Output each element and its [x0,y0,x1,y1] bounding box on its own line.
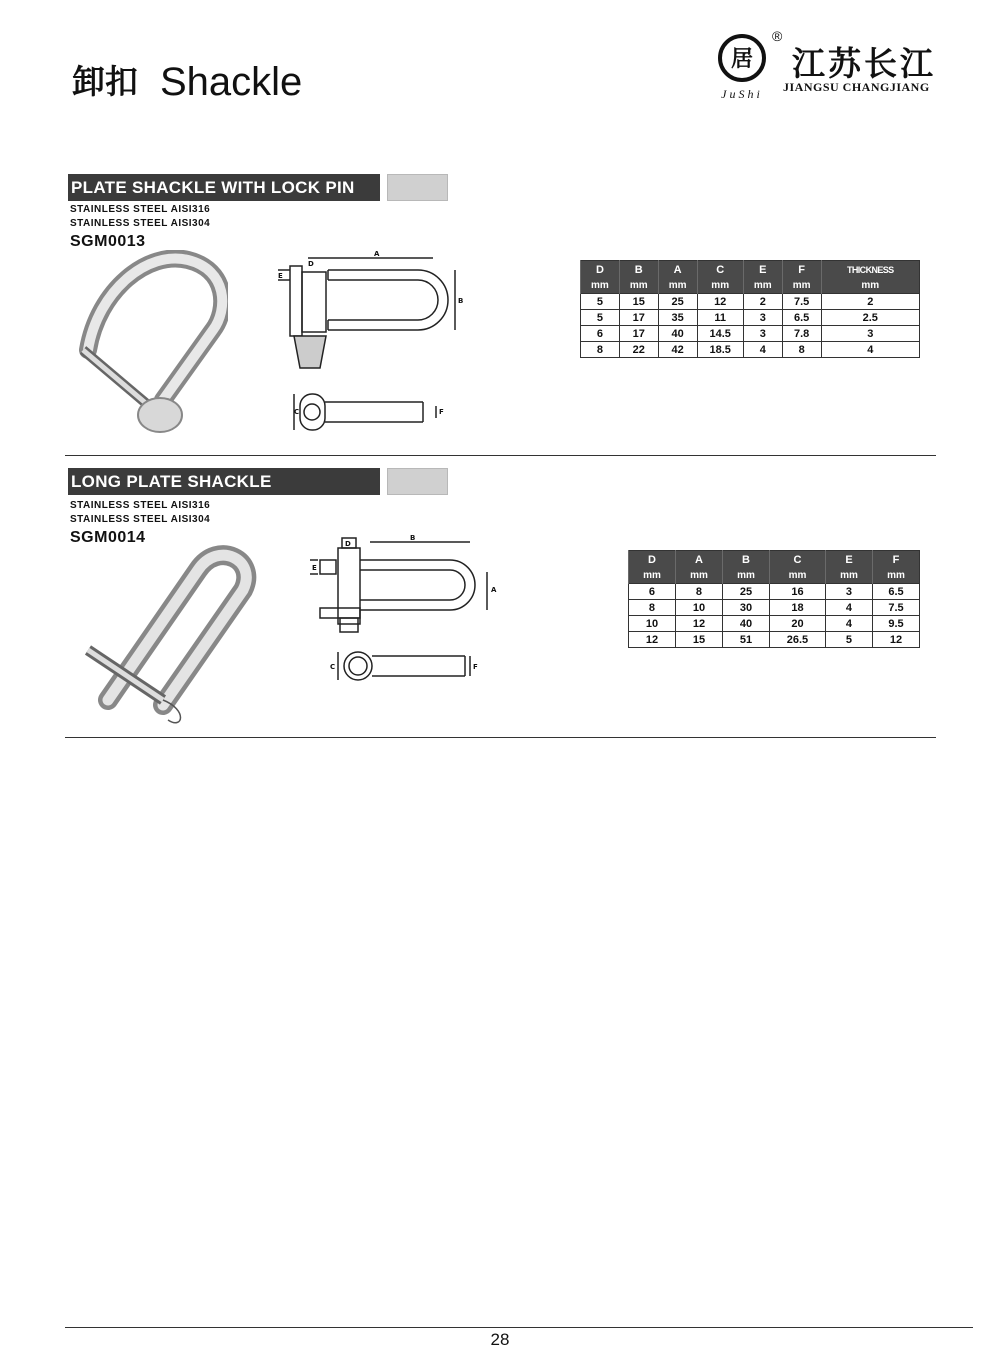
footer-rule [65,1327,973,1328]
table-unit-cell: mm [743,278,782,294]
page-title-cn: 卸扣 [72,63,138,100]
table-header-cell: E [743,261,782,279]
table-header-cell: F [782,261,821,279]
table-row: 8 10 30 18 4 7.5 [629,600,920,616]
section-swatch [387,174,448,201]
product-code: SGM0014 [70,529,146,546]
table-unit-cell: mm [826,568,873,584]
section-swatch [387,468,448,495]
long-shackle-photo-icon [68,540,258,730]
table-unit-cell: mm [872,568,919,584]
table-unit-cell: mm [658,278,697,294]
svg-text:C: C [330,663,336,671]
section-title-plate-shackle: PLATE SHACKLE WITH LOCK PIN [68,174,380,201]
table-unit-cell: mm [619,278,658,294]
spec-table-sgm0014 [628,550,920,648]
table-unit-cell: mm [697,278,743,294]
table-row: 5 17 35 11 3 6.5 2.5 [581,310,920,326]
table-header-cell: A [658,261,697,279]
table-header-cell: E [826,551,873,569]
table-unit-cell: mm [722,568,769,584]
table-row: 8 22 42 18.5 4 8 4 [581,342,920,358]
material-line: STAINLESS STEEL AISI316 [70,500,211,511]
table-row: 12 15 51 26.5 5 12 [629,632,920,648]
table-header-cell: B [619,261,658,279]
material-line: STAINLESS STEEL AISI316 [70,204,211,215]
table-unit-cell: mm [675,568,722,584]
table-header-cell: THICKNESS [821,261,919,279]
table-unit-cell: mm [769,568,825,584]
table-unit-cell: mm [782,278,821,294]
svg-text:D: D [345,540,351,548]
svg-text:F: F [439,408,444,416]
table-header-cell: D [629,551,676,569]
table-row: 5 15 25 12 2 7.5 2 [581,294,920,310]
table-header-cell: F [872,551,919,569]
material-line: STAINLESS STEEL AISI304 [70,218,211,229]
table-row: 6 17 40 14.5 3 7.8 3 [581,326,920,342]
svg-text:居: 居 [730,46,754,72]
section-divider [65,455,936,456]
svg-text:B: B [458,297,464,305]
table-header-cell: C [769,551,825,569]
svg-text:C: C [294,408,300,416]
svg-text:F: F [473,663,478,671]
spec-table-sgm0013 [580,260,920,358]
table-unit-cell: mm [821,278,919,294]
section-divider [65,737,936,738]
technical-drawing-top [268,248,468,433]
page-title [72,58,302,105]
material-line: STAINLESS STEEL AISI304 [70,514,211,525]
brand-name-cn: 江苏长江 [792,44,936,83]
svg-text:B: B [410,534,416,542]
table-unit-cell: mm [629,568,676,584]
shackle-photo-icon [68,250,228,440]
brand-logo-text: JuShi [721,87,763,101]
svg-text:E: E [278,272,283,280]
page-title-en: Shackle [160,60,303,104]
table-unit-cell: mm [581,278,620,294]
table-row: 10 12 40 20 4 9.5 [629,616,920,632]
svg-text:A: A [491,586,497,594]
table-header-cell: B [722,551,769,569]
technical-drawing-bottom [300,530,510,690]
brand [712,28,952,108]
svg-text:A: A [374,250,380,258]
table-header-cell: C [697,261,743,279]
table-header-cell: D [581,261,620,279]
svg-text:E: E [312,564,317,572]
section-title-long-plate-shackle: LONG PLATE SHACKLE [68,468,380,495]
brand-reg: ® [772,28,783,44]
product-code: SGM0013 [70,233,146,250]
brand-logo-icon [712,28,783,108]
table-row: 6 8 25 16 3 6.5 [629,584,920,600]
brand-name-en: JIANGSU CHANGJIANG [783,80,930,94]
svg-text:D: D [308,260,314,268]
table-header-cell: A [675,551,722,569]
page-number: 28 [490,1330,510,1349]
